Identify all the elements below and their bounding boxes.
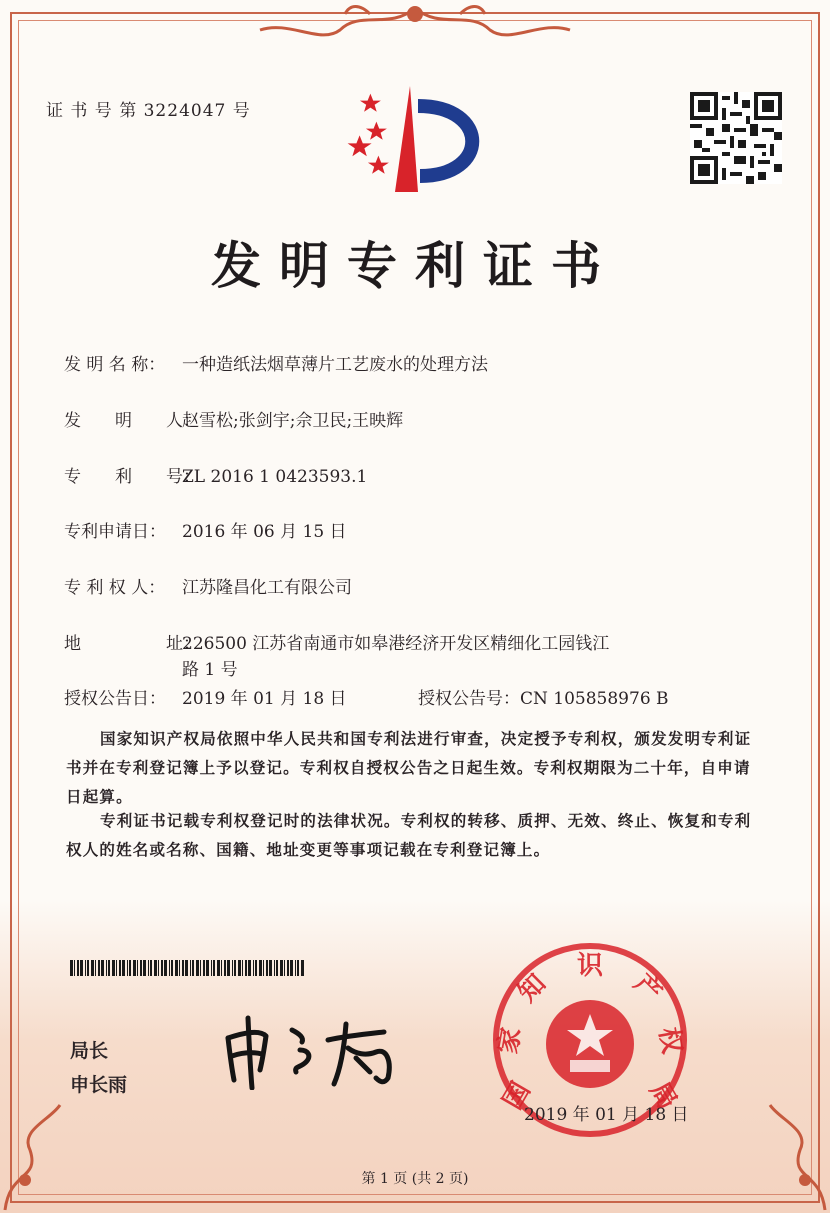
field-value: 一种造纸法烟草薄片工艺废水的处理方法 — [182, 355, 488, 375]
field-label: 授权公告号： — [418, 689, 520, 709]
svg-text:局: 局 — [643, 1077, 683, 1115]
qr-code — [690, 92, 782, 184]
field-value: ZL 2016 1 0423593.1 — [182, 467, 368, 487]
field-label: 地 址： — [64, 634, 200, 654]
field-label: 专 利 权 人： — [64, 578, 166, 598]
field-value: 2016 年 06 月 15 日 — [182, 522, 347, 542]
svg-text:识: 识 — [576, 951, 604, 981]
page-number: 第 1 页 (共 2 页) — [361, 1171, 469, 1187]
field-filing-date — [64, 517, 347, 542]
field-value: 江苏隆昌化工有限公司 — [182, 578, 352, 598]
field-label: 专利申请日： — [64, 522, 166, 542]
field-label: 授权公告日： — [64, 689, 166, 709]
field-address — [64, 629, 609, 654]
svg-text:产: 产 — [627, 968, 668, 1009]
field-value: 2019 年 01 月 18 日 — [182, 689, 347, 709]
field-grant-date — [64, 684, 347, 709]
director-name: 申长雨 — [70, 1074, 128, 1096]
field-address-continued: 路 1 号 — [182, 660, 238, 680]
director-title: 局长 — [70, 1040, 109, 1062]
bottom-left-ornament — [0, 1100, 70, 1213]
seal-date: 2019 年 01 月 18 日 — [524, 1105, 689, 1125]
svg-text:国: 国 — [497, 1077, 537, 1115]
field-value: CN 105858976 B — [520, 689, 669, 709]
field-grant-number — [418, 684, 669, 709]
field-invention-name — [64, 350, 488, 375]
director-signature — [216, 1010, 416, 1090]
field-label: 专 利 号： — [64, 467, 200, 487]
patent-emblem-logo — [340, 86, 490, 196]
paragraph-legal-status: 专利证书记载专利权登记时的法律状况。专利权的转移、质押、无效、终止、恢复和专利权人的姓名或名称、国籍、地址变更等事项记载在专利登记簿上。 — [66, 811, 752, 859]
field-patentee — [64, 573, 352, 598]
field-inventors — [64, 406, 403, 431]
field-value: 赵雪松;张剑宇;佘卫民;王映辉 — [182, 411, 404, 431]
svg-text:知: 知 — [512, 968, 553, 1009]
barcode — [70, 960, 306, 976]
top-ornament — [250, 0, 580, 46]
field-label: 发 明 名 称： — [64, 355, 166, 375]
svg-text:家: 家 — [493, 1025, 528, 1057]
svg-text:权: 权 — [652, 1025, 687, 1057]
field-patent-number — [64, 462, 367, 487]
certificate-number: 证 书 号 第 3224047 号 — [46, 101, 251, 121]
field-value: 226500 江苏省南通市如皋港经济开发区精细化工园钱江 — [182, 634, 610, 654]
field-label: 发 明 人： — [64, 411, 200, 431]
paragraph-grant-statement: 国家知识产权局依照中华人民共和国专利法进行审查，决定授予专利权，颁发发明专利证书并在专利登记簿上予以登记。专利权自授权公告之日起生效。专利权期限为二十年，自申请日起算。 — [66, 729, 752, 806]
bottom-right-ornament — [760, 1100, 830, 1213]
document-title: 发明专利证书 — [211, 237, 619, 295]
